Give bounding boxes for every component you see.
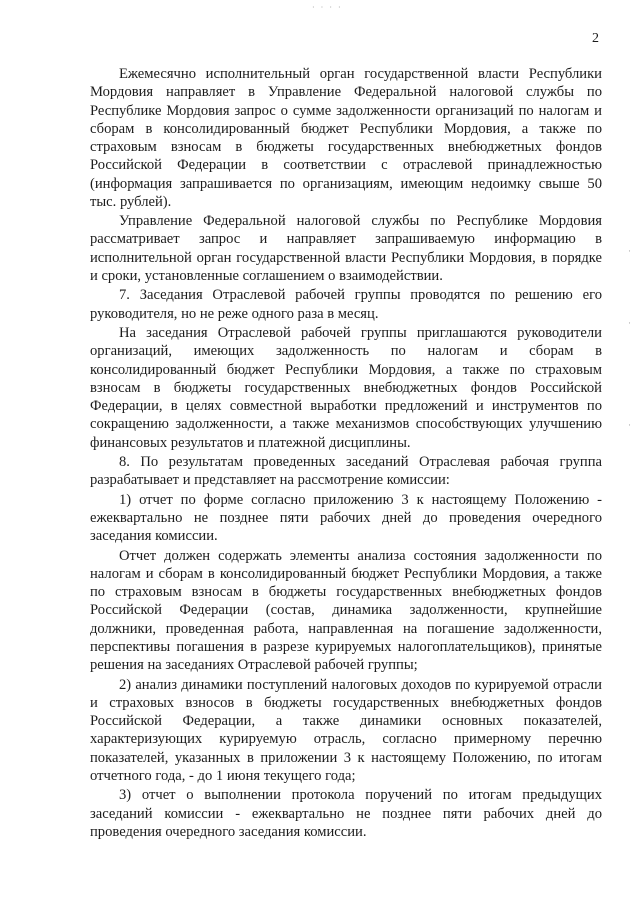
paragraph-tax-service-response: Управление Федеральной налоговой службы по Республике Мордовия рассматривает запрос и направляет запрашиваемую информацию в исполнительной орган государственной власти Республики Мордовия, в порядке и сроки, установленные соглашением о взаимодействии.	[90, 213, 602, 284]
paragraph-item-7-meetings: 7. Заседания Отраслевой рабочей группы проводятся по решению его руководителя, но не реже одного раза в месяц.	[90, 287, 602, 322]
margin-mark: ·	[628, 318, 631, 328]
page-number: 2	[592, 31, 599, 46]
paragraph-report-contents: Отчет должен содержать элементы анализа состояния задолженности по налогам и сборам в консолидированный бюджет Республики Мордовия, а также по страховым взносам в бюджеты государственных внебюджетных фондов Российской Федерации (состав, динамика задолженности, крупнейшие должники, проведенная работа, направленная на погашение задолженности, перспективы погашения в разрезе курируемых налогоплательщиков), принятые решения на заседаниях Отраслевой рабочей группы;	[90, 547, 602, 674]
paragraph-item-8-results: 8. По результатам проведенных заседаний Отраслевая рабочая группа разрабатывает и представляет на рассмотрение комиссии:	[90, 454, 602, 489]
paragraph-monthly-request: Ежемесячно исполнительный орган государственной власти Республики Мордовия направляет в Управление Федеральной налоговой службы по Республике Мордовия запрос о сумме задолженности организаций по налогам и сборам в консолидированный бюджет Республики Мордовия, а также по страховым взносам в бюджеты государственных внебюджетных фондов Российской Федерации в соответствии с отраслевой принадлежностью (информация запрашивается по организациям, имеющим недоимку свыше 50 тыс. рублей).	[90, 66, 602, 210]
paragraph-subitem-3-protocol-report: 3) отчет о выполнении протокола поручений по итогам предыдущих заседаний комиссии - ежеквартально не позднее пяти рабочих дней до проведения очередного заседания комиссии.	[90, 787, 602, 840]
margin-mark: ·	[628, 420, 631, 430]
document-body	[90, 65, 602, 841]
paragraph-meeting-invitees: На заседания Отраслевой рабочей группы приглашаются руководители организаций, имеющих задолженность по налогам и сборам в консолидированный бюджет Республики Мордовия, а также по страховым взносам в бюджеты государственных внебюджетных фондов Российской Федерации, в целях совместной выработки предложений и инструментов по сокращению задолженности, а также механизмов способствующих улучшению финансовых результатов и платежной дисциплины.	[90, 325, 602, 451]
paragraph-subitem-2-analysis: 2) анализ динамики поступлений налоговых доходов по курируемой отрасли и страховых взносов в бюджеты государственных внебюджетных фондов Российской Федерации, а также динамики основных показателей, характеризующих курируемую отрасль, согласно примерному перечню показателей, указанных в приложении 3 к настоящему Положению, по итогам отчетного года, - до 1 июня текущего года;	[90, 676, 602, 784]
paragraph-subitem-1-report: 1) отчет по форме согласно приложению 3 к настоящему Положению - ежеквартально не позднее пяти рабочих дней до проведения очередного заседания комиссии.	[90, 491, 602, 545]
scan-artifact: · · · ·	[312, 3, 343, 12]
margin-mark: ·	[628, 246, 631, 256]
